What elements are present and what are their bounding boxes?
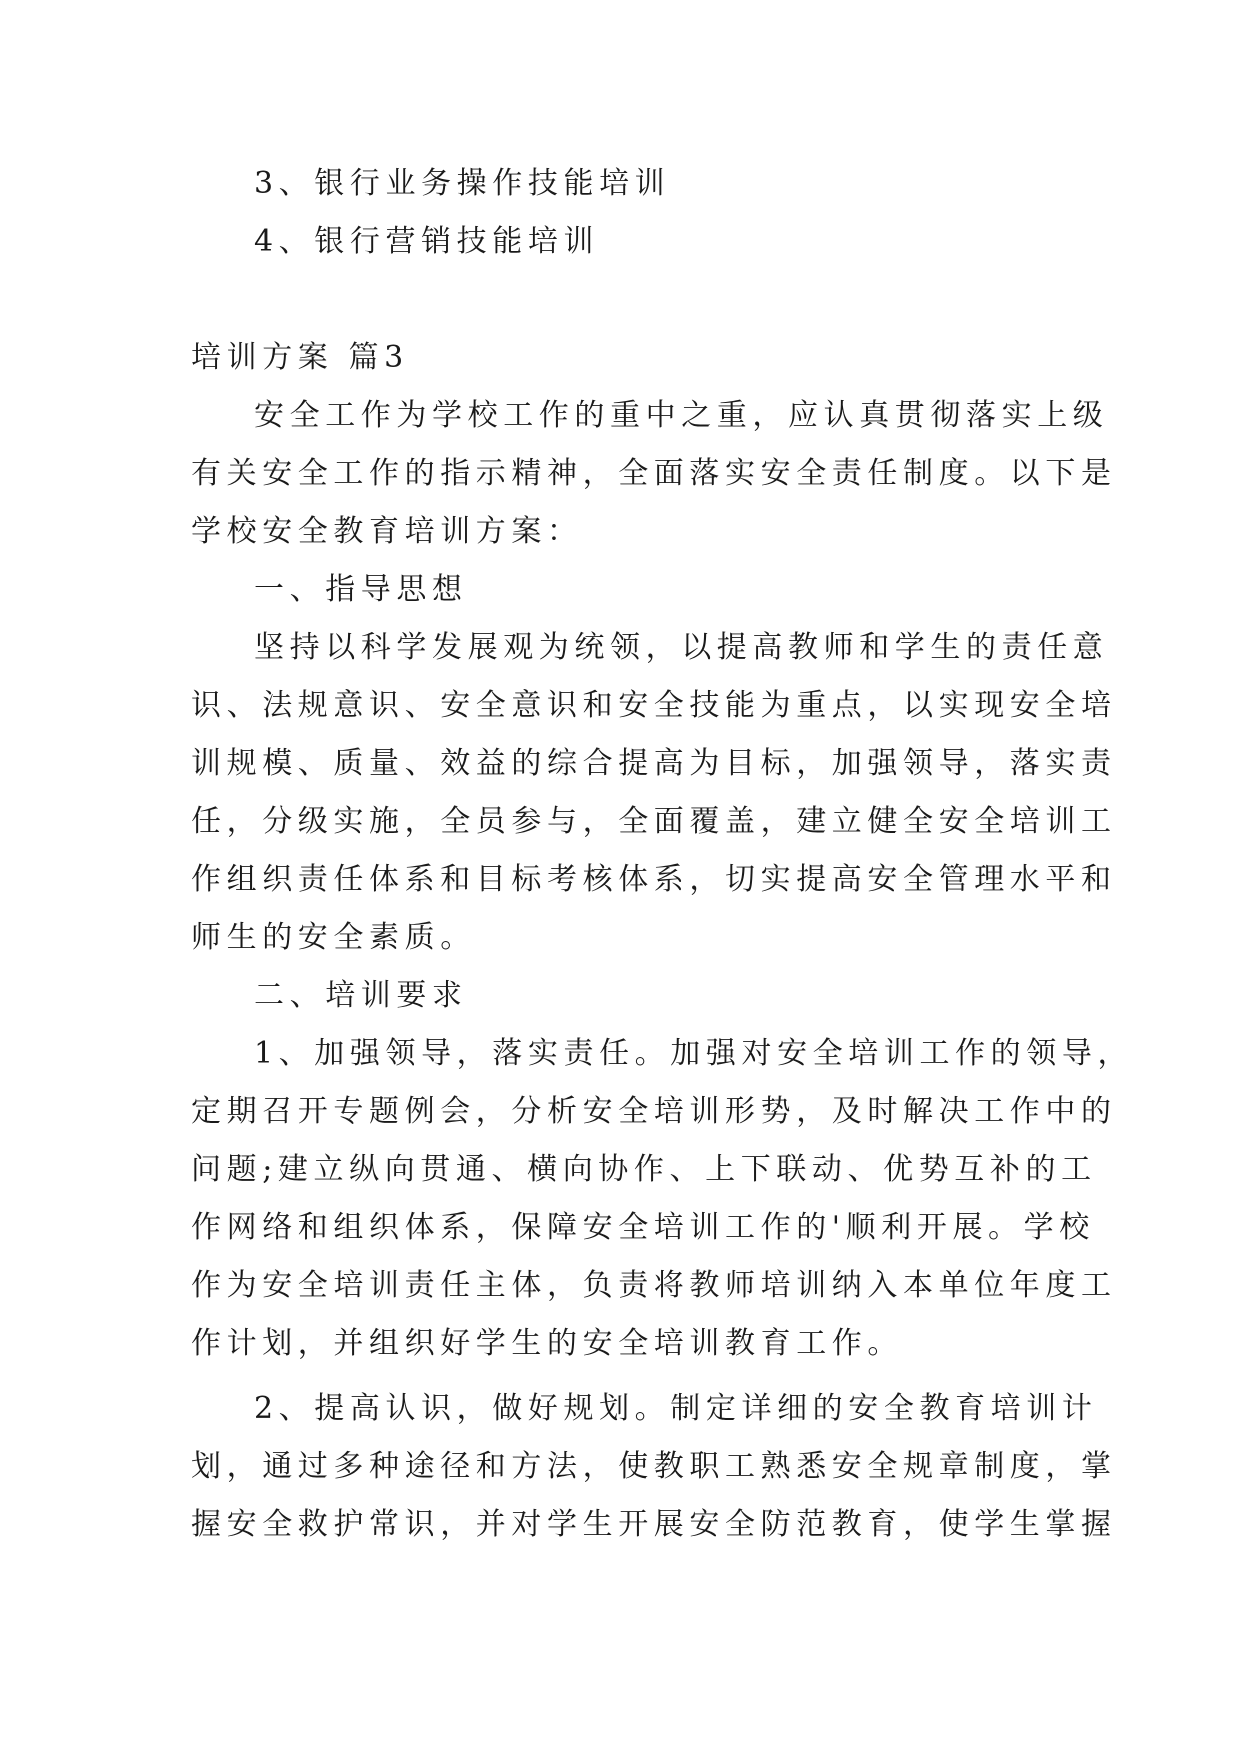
paragraph-line: 训规模、质量、效益的综合提高为目标，加强领导，落实责 [191, 746, 1117, 781]
paragraph-line: 作计划，并组织好学生的安全培训教育工作。 [191, 1326, 903, 1361]
list-item-4: 4、银行营销技能培训 [254, 224, 600, 259]
paragraph-line: 安全工作为学校工作的重中之重，应认真贯彻落实上级 [254, 398, 1109, 433]
paragraph-line: 师生的安全素质。 [191, 920, 476, 955]
paragraph-line: 有关安全工作的指示精神，全面落实安全责任制度。以下是 [191, 456, 1117, 491]
paragraph-line: 作为安全培训责任主体，负责将教师培训纳入本单位年度工 [191, 1268, 1117, 1303]
subheading-guiding-ideology: 一、指导思想 [254, 572, 468, 607]
section-heading: 培训方案 篇3 [191, 340, 409, 375]
paragraph-line: 任，分级实施，全员参与，全面覆盖，建立健全安全培训工 [191, 804, 1117, 839]
paragraph-line: 作组织责任体系和目标考核体系，切实提高安全管理水平和 [191, 862, 1117, 897]
paragraph-line: 作网络和组织体系，保障安全培训工作的'顺利开展。学校 [191, 1210, 1095, 1245]
paragraph-line: 学校安全教育培训方案： [191, 514, 583, 549]
paragraph-line: 识、法规意识、安全意识和安全技能为重点，以实现安全培 [191, 688, 1117, 723]
paragraph-line: 问题;建立纵向贯通、横向协作、上下联动、优势互补的工 [191, 1152, 1097, 1187]
paragraph-line: 握安全救护常识，并对学生开展安全防范教育，使学生掌握 [191, 1507, 1117, 1542]
paragraph-line: 定期召开专题例会，分析安全培训形势，及时解决工作中的 [191, 1094, 1117, 1129]
paragraph-line: 划，通过多种途径和方法，使教职工熟悉安全规章制度，掌 [191, 1449, 1117, 1484]
paragraph-line: 2、提高认识，做好规划。制定详细的安全教育培训计 [254, 1391, 1098, 1426]
list-item-3: 3、银行业务操作技能培训 [254, 166, 671, 201]
subheading-training-requirements: 二、培训要求 [254, 978, 468, 1013]
paragraph-line: 坚持以科学发展观为统领，以提高教师和学生的责任意 [254, 630, 1109, 665]
paragraph-line: 1、加强领导，落实责任。加强对安全培训工作的领导， [254, 1036, 1134, 1071]
